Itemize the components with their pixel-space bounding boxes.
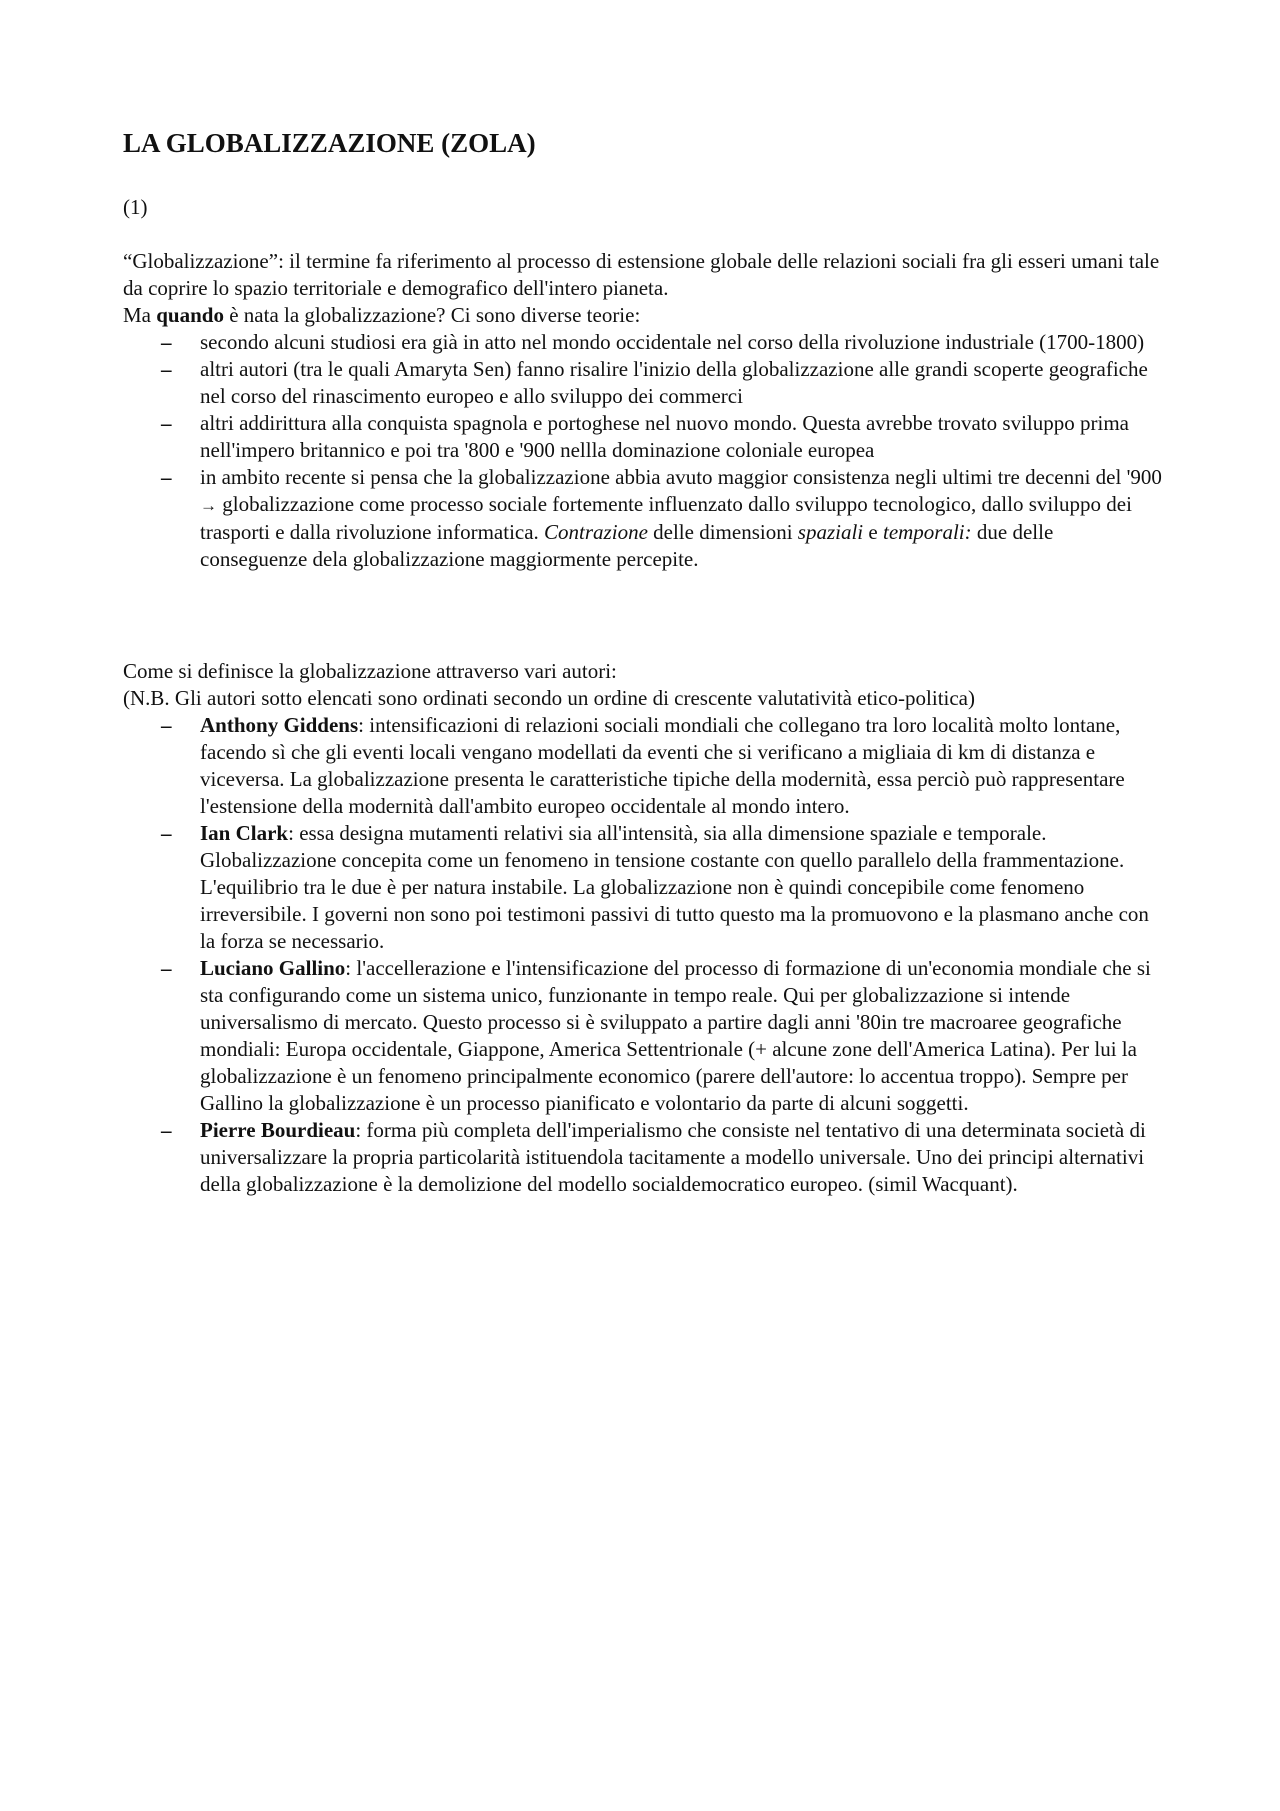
author-name: Anthony Giddens	[200, 713, 359, 737]
bullet-dash: –	[161, 821, 172, 845]
list-item	[123, 712, 1163, 820]
page-label: (1)	[123, 195, 148, 219]
conclusion-text: delle dimensioni	[647, 520, 798, 544]
author-name: Ian Clark	[200, 821, 289, 845]
author-text: : l'accellerazione e l'intensificazione del processo di formazione di un'economia mondiale che si sta configurando come un sistema unico, funzionante in tempo reale. Qui per globalizzazione si intende universalismo di mercato. Questo processo si è sviluppato a partire dagli anni '80in tre macroaree geografiche mondiali: Europa occidentale, Giappone, America Settentrionale (+ alcune zone dell'America Latina). Per lui la globalizzazione è un fenomeno principalmente economico (parere dell'autore: lo accentua troppo). Sempre per Gallino la globalizzazione è un processo pianificato e volontario da parte di alcuni soggetti.	[200, 956, 1151, 1115]
intro-paragraph: “Globalizzazione”: il termine fa riferimento al processo di estensione globale delle relazioni sociali fra gli esseri umani tale da coprire lo spazio territoriale e demografico dell'intero pianeta.	[123, 249, 1160, 300]
list-item	[123, 329, 1163, 356]
theory-text: altri autori (tra le quali Amaryta Sen) fanno risalire l'inizio della globalizzazione alle grandi scoperte geografiche nel corso del rinascimento europeo e allo sviluppo dei commerci	[200, 357, 1148, 408]
list-item	[123, 356, 1163, 410]
list-item	[123, 955, 1163, 1117]
conclusion-italic: spaziali	[797, 520, 864, 544]
authors-list	[123, 712, 1163, 1198]
conclusion-text: globalizzazione come processo sociale fortemente influenzato dallo sviluppo tecnologico, dallo sviluppo dei trasporti e dalla rivoluzione informatica.	[200, 492, 1132, 544]
definitions-section	[123, 658, 1163, 1198]
theory-text: secondo alcuni studiosi era già in atto nel mondo occidentale nel corso della rivoluzione industriale (1700-1800)	[200, 330, 1145, 354]
author-name: Pierre Bourdieau	[200, 1118, 356, 1142]
bullet-dash: –	[161, 357, 172, 381]
author-name: Luciano Gallino	[200, 956, 346, 980]
theory-text: altri addirittura alla conquista spagnola e portoghese nel nuovo mondo. Questa avrebbe trovato sviluppo prima nell'impero britannico e poi tra '800 e '900 nellla dominazione coloniale europea	[200, 411, 1130, 462]
theory-text: in ambito recente si pensa che la globalizzazione abbia avuto maggior consistenza negli ultimi tre decenni del '900	[200, 465, 1162, 489]
theories-list	[123, 329, 1163, 573]
bullet-dash: –	[161, 1118, 172, 1142]
list-item	[123, 820, 1163, 955]
document-title: LA GLOBALIZZAZIONE (ZOLA)	[123, 128, 536, 158]
list-item	[123, 410, 1163, 464]
question-paragraph	[123, 302, 1163, 329]
intro-section	[123, 248, 1163, 573]
author-text: : essa designa mutamenti relativi sia all'intensità, sia alla dimensione spaziale e temporale. Globalizzazione concepita come un fenomeno in tensione costante con quello parallelo della frammentazione. L'equilibrio tra le due è per natura instabile. La globalizzazione non è quindi concepibile come fenomeno irreversibile. I governi non sono poi testimoni passivi di tutto questo ma la promuovono e la plasmano anche con la forza se necessario.	[200, 821, 1149, 953]
bullet-dash: –	[161, 330, 172, 354]
author-text: : forma più completa dell'imperialismo che consiste nel tentativo di una determinata società di universalizzare la propria particolarità istituendola tacitamente a modello universale. Uno dei principi alternativi della globalizzazione è la demolizione del modello socialdemocratico europeo. (simil Wacquant).	[200, 1118, 1146, 1196]
definitions-intro: Come si definisce la globalizzazione attraverso vari autori:	[123, 659, 617, 683]
bullet-dash: –	[161, 956, 172, 980]
list-item	[123, 464, 1163, 573]
list-item	[123, 1117, 1163, 1198]
question-post: è nata la globalizzazione? Ci sono diverse teorie:	[223, 303, 641, 327]
conclusion-text: e	[863, 520, 883, 544]
conclusion-text: due delle conseguenze dela globalizzazione maggiormente percepite.	[200, 520, 1054, 571]
bullet-dash: –	[161, 465, 172, 489]
question-pre: Ma	[123, 303, 157, 327]
conclusion-italic: Contrazione	[544, 520, 648, 544]
bullet-dash: –	[161, 713, 172, 737]
arrow-icon: →	[200, 496, 217, 515]
definitions-note: (N.B. Gli autori sotto elencati sono ordinati secondo un ordine di crescente valutatività etico-politica)	[123, 686, 975, 710]
author-text: : intensificazioni di relazioni sociali mondiali che collegano tra loro località molto lontane, facendo sì che gli eventi locali vengano modellati da eventi che si verificano a migliaia di km di distanza e viceversa. La globalizzazione presenta le caratteristiche tipiche della modernità, essa perciò può rappresentare l'estensione della modernità dall'ambito europeo occidentale al mondo intero.	[200, 713, 1125, 818]
conclusion-italic: temporali:	[882, 520, 972, 544]
bullet-dash: –	[161, 411, 172, 435]
question-bold: quando	[156, 303, 224, 327]
